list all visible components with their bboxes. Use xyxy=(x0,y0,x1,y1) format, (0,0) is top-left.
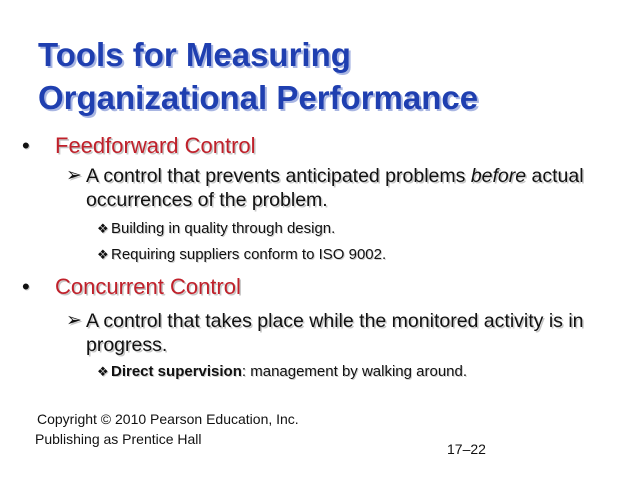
feedforward-heading-item xyxy=(22,133,256,159)
diamond-bullet-icon: ❖ xyxy=(97,364,109,379)
feedforward-heading: Feedforward Control xyxy=(55,133,256,158)
title-line-2: Organizational Performance xyxy=(38,79,479,116)
feedforward-definition-end: actual occurrences of the problem. xyxy=(86,165,584,211)
concurrent-heading: Concurrent Control xyxy=(55,274,241,299)
feedforward-definition xyxy=(66,164,596,212)
title-line-1: Tools for Measuring xyxy=(38,36,351,73)
round-bullet-icon: • xyxy=(22,133,30,158)
concurrent-definition-text: A control that takes place while the monitored activity is in progress. xyxy=(86,310,584,356)
concurrent-heading-item xyxy=(22,274,241,300)
feedforward-example-1-text: Building in quality through design. xyxy=(111,220,336,237)
arrow-bullet-icon: ➢ xyxy=(66,165,82,186)
feedforward-definition-emphasis: before xyxy=(470,165,527,187)
slide-title xyxy=(38,33,618,119)
concurrent-definition xyxy=(66,309,596,357)
page-number: 17–22 xyxy=(447,441,486,457)
feedforward-example-2-text: Requiring suppliers conform to ISO 9002. xyxy=(111,246,387,263)
feedforward-definition-text: A control that prevents anticipated problems xyxy=(86,165,471,187)
feedforward-example-1 xyxy=(97,219,335,239)
round-bullet-icon: • xyxy=(22,274,30,299)
concurrent-example-rest: : management by walking around. xyxy=(241,363,468,380)
concurrent-example-bold: Direct supervision xyxy=(111,363,242,380)
arrow-bullet-icon: ➢ xyxy=(66,310,82,331)
diamond-bullet-icon: ❖ xyxy=(97,221,109,236)
copyright-line-2: Publishing as Prentice Hall xyxy=(35,431,202,447)
copyright-line-1: Copyright © 2010 Pearson Education, Inc. xyxy=(37,411,299,427)
copyright-notice xyxy=(37,409,299,449)
feedforward-example-2 xyxy=(97,245,386,265)
concurrent-example xyxy=(97,362,467,382)
diamond-bullet-icon: ❖ xyxy=(97,247,109,262)
